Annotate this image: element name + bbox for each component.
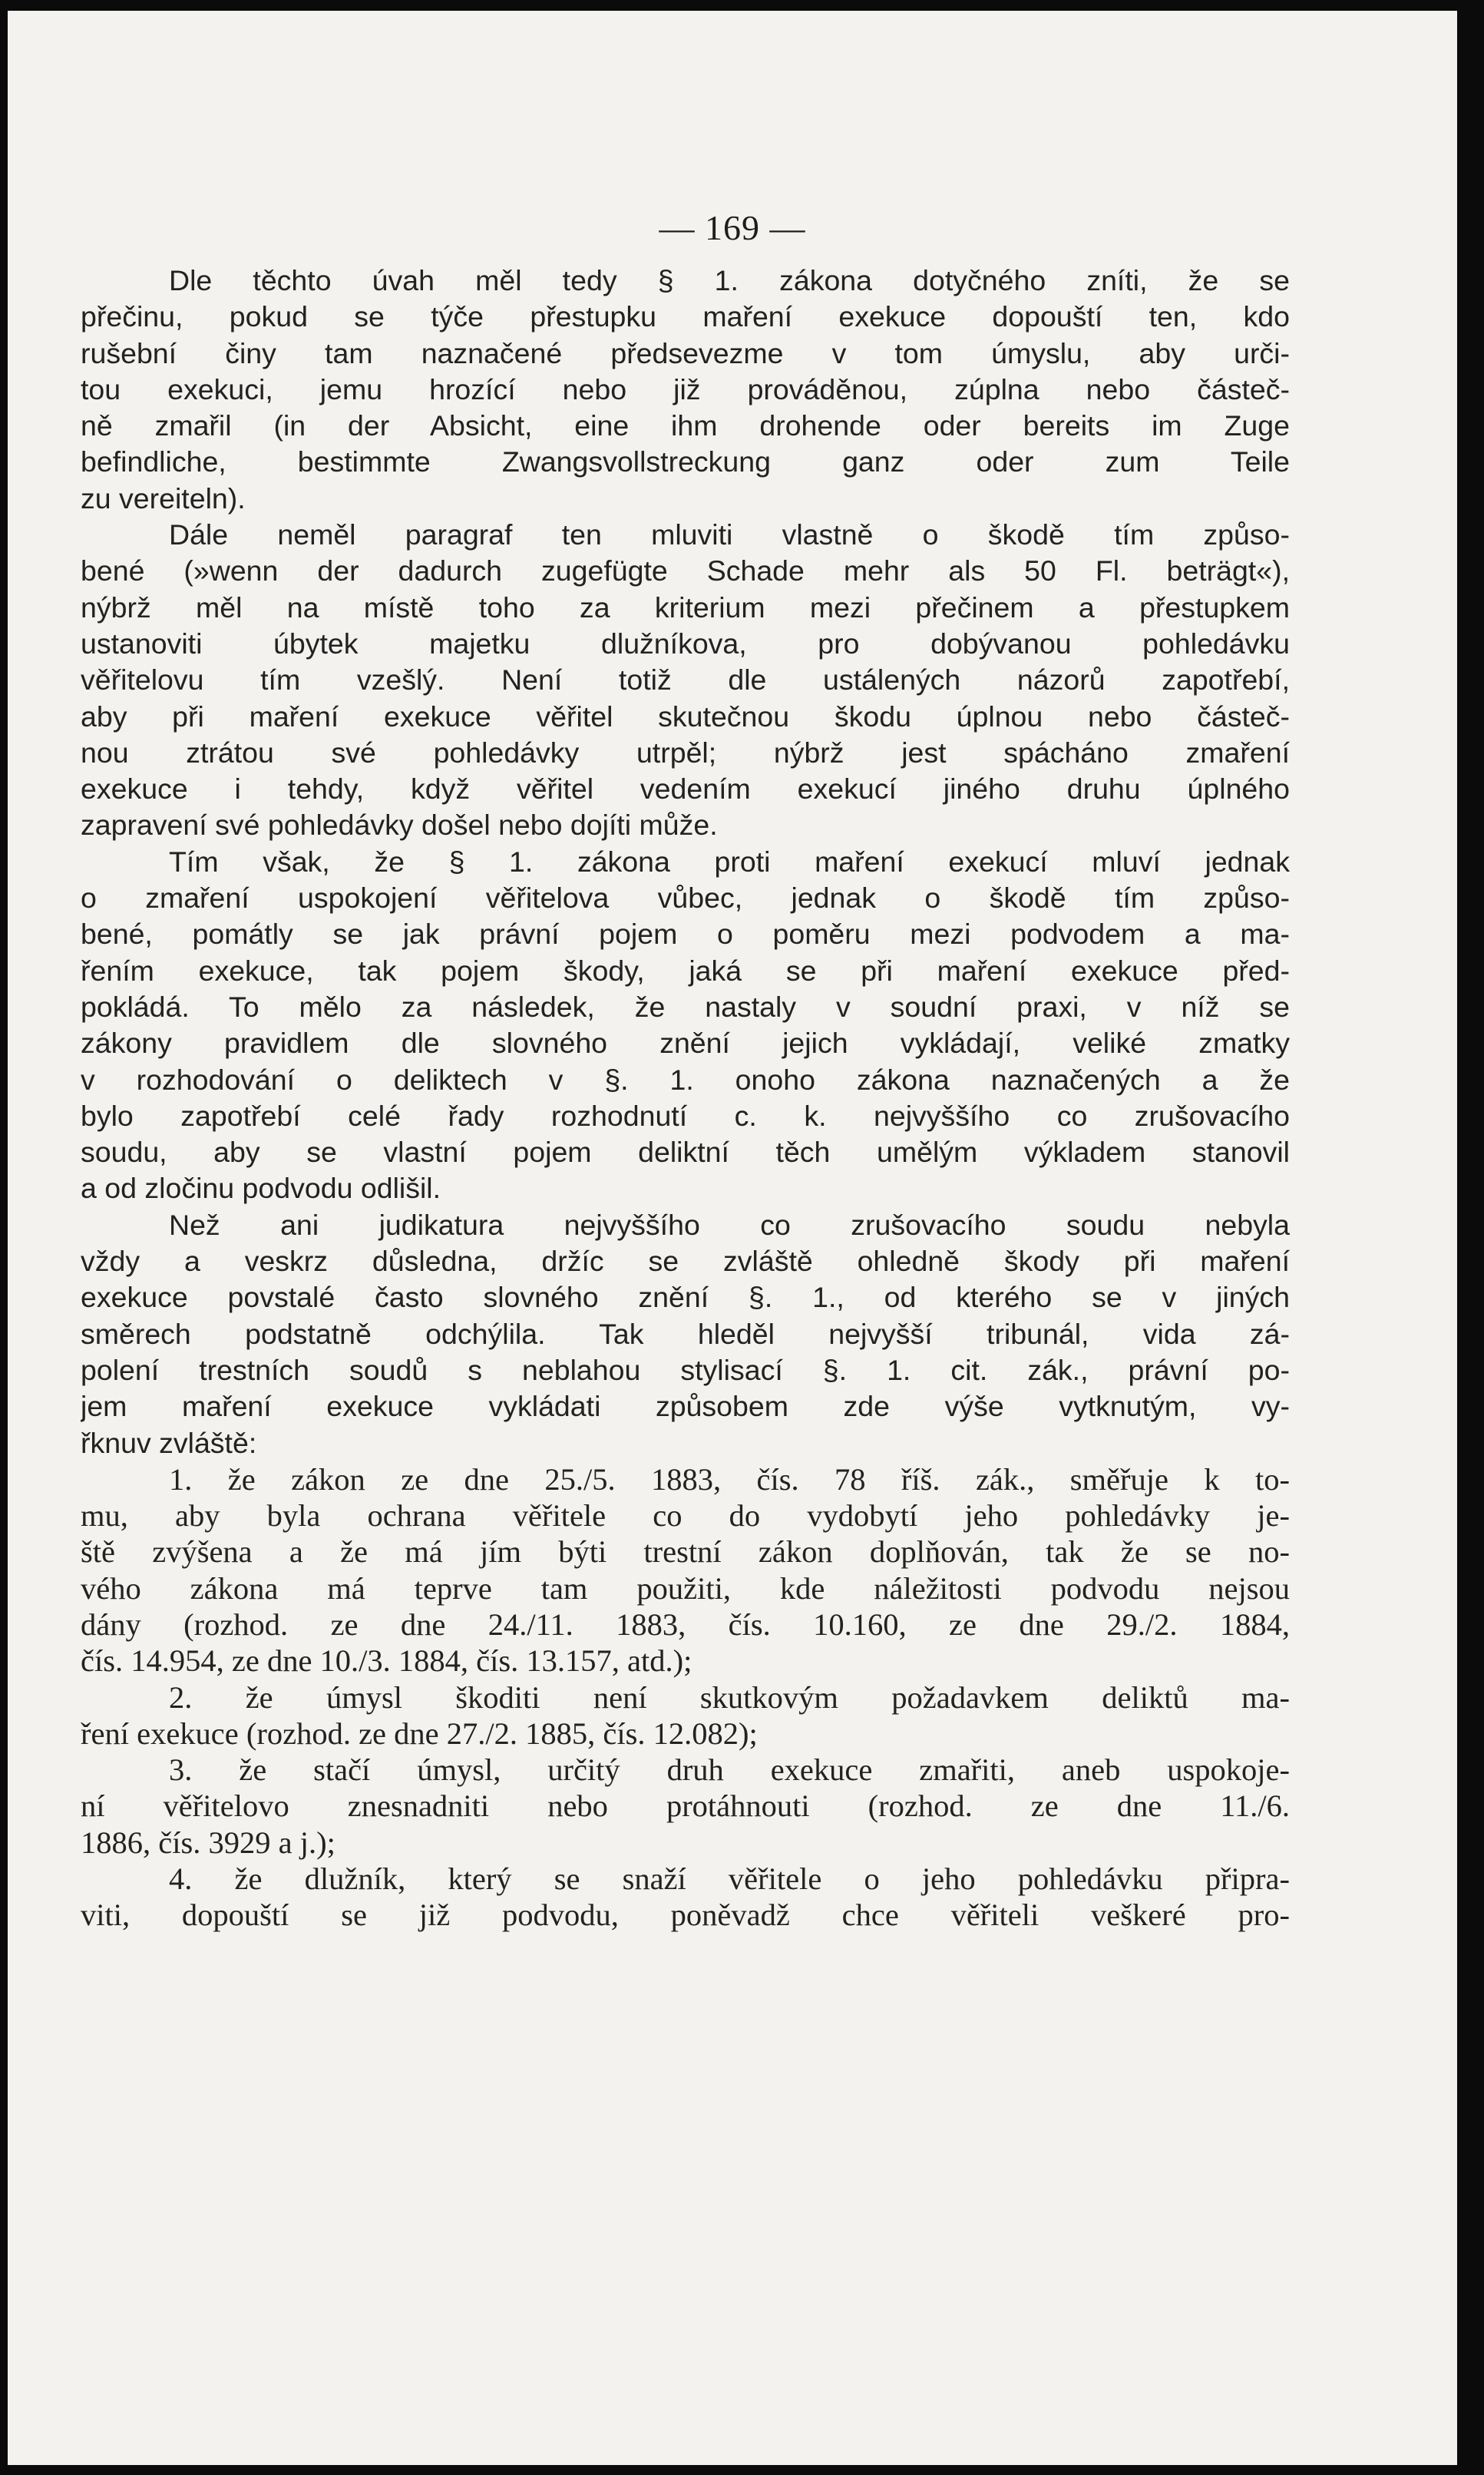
text-line: přečinu, pokud se týče přestupku maření exekuce dopouští ten, kdo	[81, 300, 1290, 333]
text-line: polení trestních soudů s neblahou stylisací §. 1. cit. zák., právní po-	[81, 1353, 1290, 1386]
text-line: soudu, aby se vlastní pojem deliktní těch umělým výkladem stanovil	[81, 1136, 1290, 1169]
text-line: dány (rozhod. ze dne 24./11. 1883, čís. 10.160, ze dne 29./2. 1884,	[81, 1606, 1290, 1642]
text-line: ustanoviti úbytek majetku dlužníkova, pro dobývanou pohledávku	[81, 627, 1290, 660]
text-line: viti, dopouští se již podvodu, poněvadž chce věřiteli veškeré pro-	[81, 1898, 1290, 1933]
scan-border	[1457, 0, 1484, 2475]
text-line: zákony pravidlem dle slovného znění jejich vykládají, veliké zmatky	[81, 1027, 1290, 1060]
book-page	[8, 11, 1457, 2465]
text-line: čís. 14.954, ze dne 10./3. 1884, čís. 13.157, atd.);	[81, 1643, 692, 1679]
text-line: Tím však, že § 1. zákona proti maření exekucí mluví jednak	[169, 845, 1290, 878]
text-line: aby při maření exekuce věřitel skutečnou škodu úplnou nebo částeč-	[81, 700, 1290, 733]
text-line: ní věřitelovo znesnadniti nebo protáhnouti (rozhod. ze dne 11./6.	[81, 1788, 1290, 1824]
text-line: řknuv zvláště:	[81, 1426, 257, 1459]
text-line: jem maření exekuce vykládati způsobem zde výše vytknutým, vy-	[81, 1390, 1290, 1423]
text-line: věřitelovu tím vzešlý. Není totiž dle ustálených názorů zapotřebí,	[81, 663, 1290, 697]
text-line: Dle těchto úvah měl tedy § 1. zákona dotyčného zníti, že se	[169, 264, 1290, 296]
text-line: ště zvýšena a že má jím býti trestní zákon doplňován, tak že se no-	[81, 1534, 1290, 1570]
text-line: rušební činy tam naznačené předsevezme v tom úmyslu, aby urči-	[81, 336, 1290, 369]
text-line: tou exekuci, jemu hrozící nebo již prováděnou, zúplna nebo částeč-	[81, 372, 1290, 405]
text-line: befindliche, bestimmte Zwangsvollstreckung ganz oder zum Teile	[81, 445, 1290, 478]
text-line: ření exekuce (rozhod. ze dne 27./2. 1885, čís. 12.082);	[81, 1716, 758, 1751]
text-line: bené, pomátly se jak právní pojem o poměru mezi podvodem a ma-	[81, 918, 1290, 951]
text-line: bylo zapotřebí celé řady rozhodnutí c. k. nejvyššího co zrušovacího	[81, 1099, 1290, 1132]
text-line: vždy a veskrz důsledna, držíc se zvláště ohledně škody při maření	[81, 1245, 1290, 1278]
body-text	[81, 263, 1290, 1934]
text-line: zu vereiteln).	[81, 481, 246, 515]
text-line: řením exekuce, tak pojem škody, jaká se při maření exekuce před-	[81, 954, 1290, 987]
text-line: mu, aby byla ochrana věřitele co do vydobytí jeho pohledávky je-	[81, 1498, 1290, 1534]
text-line: směrech podstatně odchýlila. Tak hleděl nejvyšší tribunál, vida zá-	[81, 1317, 1290, 1350]
text-line: nýbrž měl na místě toho za kriterium mezi přečinem a přestupkem	[81, 591, 1290, 624]
text-line: Dále neměl paragraf ten mluviti vlastně o škodě tím způso-	[169, 518, 1290, 551]
text-line: vého zákona má teprve tam použiti, kde náležitosti podvodu nejsou	[81, 1570, 1290, 1606]
text-line: 2. že úmysl škoditi není skutkovým požadavkem deliktů ma-	[169, 1679, 1290, 1715]
text-line: Než ani judikatura nejvyššího co zrušovacího soudu nebyla	[169, 1208, 1290, 1241]
text-line: 1. že zákon ze dne 25./5. 1883, čís. 78 říš. zák., směřuje k to-	[169, 1461, 1290, 1497]
text-line: o zmaření uspokojení věřitelova vůbec, jednak o škodě tím způso-	[81, 882, 1290, 915]
text-line: 1886, čís. 3929 a j.);	[81, 1825, 335, 1860]
text-line: 4. že dlužník, který se snaží věřitele o jeho pohledávku připra-	[169, 1861, 1290, 1897]
text-line: 3. že stačí úmysl, určitý druh exekuce zmařiti, aneb uspokoje-	[169, 1752, 1290, 1788]
text-line: zapravení své pohledávky došel nebo dojíti může.	[81, 809, 718, 842]
text-line: v rozhodování o deliktech v §. 1. onoho zákona naznačených a že	[81, 1063, 1290, 1096]
text-line: bené (»wenn der dadurch zugefügte Schade mehr als 50 Fl. beträgt«),	[81, 554, 1290, 587]
text-line: exekuce povstalé často slovného znění §. 1., od kterého se v jiných	[81, 1281, 1290, 1314]
text-line: a od zločinu podvodu odlišil.	[81, 1172, 441, 1205]
page-number: — 169 —	[659, 208, 806, 247]
text-line: nou ztrátou své pohledávky utrpěl; nýbrž jest spácháno zmaření	[81, 736, 1290, 769]
text-line: pokládá. To mělo za následek, že nastaly v soudní praxi, v níž se	[81, 990, 1290, 1023]
text-line: ně zmařil (in der Absicht, eine ihm drohende oder bereits im Zuge	[81, 409, 1290, 442]
text-line: exekuce i tehdy, když věřitel vedením exekucí jiného druhu úplného	[81, 773, 1290, 806]
